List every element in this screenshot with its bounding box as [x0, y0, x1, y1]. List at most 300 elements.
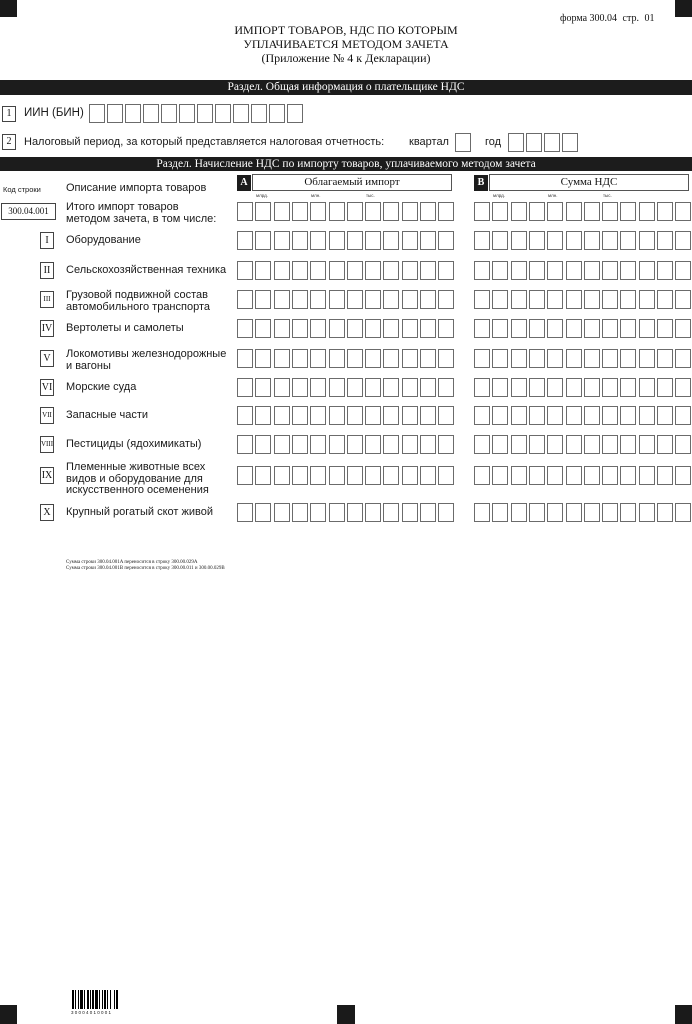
row-roman-numeral: I — [40, 232, 54, 249]
vat-amount-digit-cell[interactable] — [620, 319, 636, 338]
vat-amount-digit-cell[interactable] — [566, 261, 582, 280]
taxable-import-digit-cell[interactable] — [292, 261, 308, 280]
vat-amount-digit-cell[interactable] — [474, 319, 490, 338]
vat-amount-digit-cell[interactable] — [566, 406, 582, 425]
taxable-import-digit-cell[interactable] — [255, 261, 271, 280]
taxable-import-digit-cell[interactable] — [420, 349, 436, 368]
vat-amount-digit-cell[interactable] — [639, 202, 655, 221]
vat-amount-digit-cell[interactable] — [584, 290, 600, 309]
taxable-import-digit-cell[interactable] — [438, 290, 454, 309]
taxable-import-digit-cell[interactable] — [365, 202, 381, 221]
vat-amount-digit-cell[interactable] — [620, 202, 636, 221]
vat-amount-digit-cell[interactable] — [639, 406, 655, 425]
vat-amount-digit-cell[interactable] — [566, 466, 582, 485]
taxable-import-digit-cell[interactable] — [383, 349, 399, 368]
vat-amount-digit-cell[interactable] — [602, 466, 618, 485]
taxable-import-digit-cell[interactable] — [274, 319, 290, 338]
taxable-import-digit-cell[interactable] — [310, 406, 326, 425]
taxable-import-digit-cell[interactable] — [292, 290, 308, 309]
vat-amount-digit-cell[interactable] — [492, 319, 508, 338]
vat-amount-digit-cell[interactable] — [547, 319, 563, 338]
iin-bin-digit-cell[interactable] — [161, 104, 177, 123]
iin-bin-digit-cell[interactable] — [107, 104, 123, 123]
taxable-import-digit-cell[interactable] — [420, 406, 436, 425]
vat-amount-digit-cell[interactable] — [657, 261, 673, 280]
vat-amount-digit-cell[interactable] — [602, 406, 618, 425]
taxable-import-digit-cell[interactable] — [365, 349, 381, 368]
row-roman-numeral: V — [40, 350, 54, 367]
vat-amount-digit-cell[interactable] — [492, 261, 508, 280]
taxable-import-digit-cell[interactable] — [438, 435, 454, 454]
vat-amount-digit-cell[interactable] — [584, 406, 600, 425]
barcode-bar — [87, 990, 89, 1009]
vat-amount-digit-cell[interactable] — [639, 319, 655, 338]
taxable-import-digit-cell[interactable] — [255, 231, 271, 250]
vat-amount-digit-cell[interactable] — [602, 231, 618, 250]
taxable-import-digit-cell[interactable] — [438, 202, 454, 221]
taxable-import-digit-cell[interactable] — [383, 466, 399, 485]
taxable-import-digit-cell[interactable] — [383, 503, 399, 522]
vat-amount-digit-cell[interactable] — [547, 231, 563, 250]
taxable-import-digit-cell[interactable] — [255, 290, 271, 309]
iin-bin-digit-cell[interactable] — [89, 104, 105, 123]
vat-amount-digit-cell[interactable] — [529, 406, 545, 425]
taxable-import-digit-cell[interactable] — [292, 202, 308, 221]
vat-amount-digit-cell[interactable] — [511, 261, 527, 280]
vat-amount-digit-cell[interactable] — [492, 466, 508, 485]
vat-amount-digit-cell[interactable] — [675, 503, 691, 522]
taxable-import-digit-cell[interactable] — [329, 503, 345, 522]
taxable-import-digit-cell[interactable] — [237, 466, 253, 485]
vat-amount-digit-cell[interactable] — [529, 261, 545, 280]
vat-amount-digit-cell[interactable] — [566, 349, 582, 368]
taxable-import-digit-cell[interactable] — [329, 406, 345, 425]
taxable-import-digit-cell[interactable] — [347, 466, 363, 485]
vat-amount-digit-cell[interactable] — [566, 319, 582, 338]
vat-amount-digit-cell[interactable] — [547, 202, 563, 221]
taxable-import-digit-cell[interactable] — [347, 349, 363, 368]
taxable-import-digit-cell[interactable] — [402, 261, 418, 280]
taxable-import-digit-cell[interactable] — [255, 435, 271, 454]
taxable-import-digit-cell[interactable] — [383, 202, 399, 221]
column-b-title: Сумма НДС — [489, 174, 689, 191]
taxable-import-digit-cell[interactable] — [347, 202, 363, 221]
vat-amount-digit-cell[interactable] — [675, 406, 691, 425]
vat-amount-digit-cell[interactable] — [511, 202, 527, 221]
taxable-import-digit-cell[interactable] — [365, 406, 381, 425]
vat-amount-digit-cell[interactable] — [529, 435, 545, 454]
vat-amount-digit-cell[interactable] — [511, 378, 527, 397]
page-number: 01 — [644, 13, 655, 24]
vat-amount-digit-cell[interactable] — [620, 261, 636, 280]
taxable-import-digit-cell[interactable] — [292, 378, 308, 397]
year-label: год — [485, 136, 502, 148]
iin-bin-digit-cell[interactable] — [251, 104, 267, 123]
taxable-import-digit-cell[interactable] — [420, 435, 436, 454]
unit-label-b-billion: млрд. — [493, 193, 505, 198]
iin-bin-label: ИИН (БИН) — [24, 107, 84, 119]
vat-amount-digit-cell[interactable] — [511, 231, 527, 250]
taxable-import-digit-cell[interactable] — [310, 319, 326, 338]
taxable-import-digit-cell[interactable] — [438, 231, 454, 250]
vat-amount-digit-cell[interactable] — [547, 261, 563, 280]
iin-bin-digit-cell[interactable] — [233, 104, 249, 123]
taxable-import-digit-cell[interactable] — [420, 261, 436, 280]
taxable-import-digit-cell[interactable] — [329, 435, 345, 454]
taxable-import-digit-cell[interactable] — [438, 378, 454, 397]
vat-amount-digit-cell[interactable] — [492, 406, 508, 425]
vat-amount-digit-cell[interactable] — [584, 261, 600, 280]
taxable-import-digit-cell[interactable] — [255, 319, 271, 338]
vat-amount-digit-cell[interactable] — [657, 378, 673, 397]
vat-amount-digit-cell[interactable] — [602, 435, 618, 454]
vat-amount-digit-cell[interactable] — [675, 349, 691, 368]
vat-amount-digit-cell[interactable] — [492, 231, 508, 250]
quarter-input[interactable] — [455, 133, 471, 152]
taxable-import-digit-cell[interactable] — [237, 378, 253, 397]
vat-amount-digit-cell[interactable] — [620, 406, 636, 425]
vat-amount-digit-cell[interactable] — [492, 202, 508, 221]
taxable-import-digit-cell[interactable] — [365, 261, 381, 280]
vat-amount-digit-cell[interactable] — [529, 231, 545, 250]
vat-amount-digit-cell[interactable] — [675, 261, 691, 280]
taxable-import-digit-cell[interactable] — [255, 202, 271, 221]
taxable-import-digit-cell[interactable] — [402, 503, 418, 522]
vat-amount-digit-cell[interactable] — [657, 435, 673, 454]
vat-amount-digit-cell[interactable] — [474, 466, 490, 485]
taxable-import-digit-cell[interactable] — [402, 435, 418, 454]
vat-amount-digit-cell[interactable] — [566, 231, 582, 250]
vat-amount-digit-cell[interactable] — [547, 378, 563, 397]
row-description-line: Крупный рогатый скот живой — [66, 506, 213, 518]
vat-amount-digit-cell[interactable] — [602, 378, 618, 397]
vat-amount-digit-cell[interactable] — [584, 378, 600, 397]
taxable-import-digit-cell[interactable] — [383, 261, 399, 280]
vat-amount-digit-cell[interactable] — [474, 290, 490, 309]
taxable-import-digit-cell[interactable] — [255, 406, 271, 425]
vat-amount-digit-cell[interactable] — [675, 435, 691, 454]
taxable-import-digit-cell[interactable] — [402, 290, 418, 309]
taxable-import-digit-cell[interactable] — [274, 503, 290, 522]
vat-amount-digit-cell[interactable] — [675, 466, 691, 485]
iin-bin-digit-cell[interactable] — [215, 104, 231, 123]
taxable-import-digit-cell[interactable] — [383, 378, 399, 397]
vat-amount-digit-cell[interactable] — [639, 231, 655, 250]
vat-amount-digit-cell[interactable] — [657, 503, 673, 522]
vat-amount-digit-cell[interactable] — [474, 378, 490, 397]
vat-amount-digit-cell[interactable] — [492, 290, 508, 309]
iin-bin-digit-cell[interactable] — [143, 104, 159, 123]
vat-amount-digit-cell[interactable] — [474, 202, 490, 221]
vat-amount-digit-cell[interactable] — [474, 349, 490, 368]
vat-amount-digit-cell[interactable] — [474, 231, 490, 250]
taxable-import-digit-cell[interactable] — [438, 319, 454, 338]
taxable-import-digit-cell[interactable] — [329, 378, 345, 397]
vat-amount-digit-cell[interactable] — [639, 466, 655, 485]
taxable-import-digit-cell[interactable] — [402, 378, 418, 397]
taxable-import-digit-cell[interactable] — [347, 231, 363, 250]
vat-amount-digit-cell[interactable] — [584, 435, 600, 454]
taxable-import-digit-cell[interactable] — [292, 435, 308, 454]
vat-amount-digit-cell[interactable] — [492, 503, 508, 522]
vat-amount-digit-cell[interactable] — [639, 503, 655, 522]
vat-amount-digit-cell[interactable] — [547, 503, 563, 522]
taxable-import-digit-cell[interactable] — [329, 290, 345, 309]
taxable-import-digit-cell[interactable] — [255, 349, 271, 368]
tax-period-label: Налоговый период, за который представляется налоговая отчетность: — [24, 136, 385, 148]
vat-amount-digit-cell[interactable] — [566, 503, 582, 522]
vat-amount-digit-cell[interactable] — [602, 202, 618, 221]
vat-amount-digit-cell[interactable] — [529, 503, 545, 522]
taxable-import-digit-cell[interactable] — [438, 466, 454, 485]
vat-amount-digit-cell[interactable] — [474, 435, 490, 454]
taxable-import-digit-cell[interactable] — [292, 349, 308, 368]
vat-amount-digit-cell[interactable] — [566, 202, 582, 221]
vat-amount-digit-cell[interactable] — [584, 231, 600, 250]
taxable-import-digit-cell[interactable] — [274, 349, 290, 368]
vat-amount-digit-cell[interactable] — [511, 406, 527, 425]
iin-bin-digit-cell[interactable] — [269, 104, 285, 123]
vat-amount-digit-cell[interactable] — [511, 319, 527, 338]
vat-amount-digit-cell[interactable] — [584, 349, 600, 368]
taxable-import-digit-cell[interactable] — [310, 231, 326, 250]
vat-amount-digit-cell[interactable] — [620, 435, 636, 454]
taxable-import-digit-cell[interactable] — [420, 466, 436, 485]
taxable-import-digit-cell[interactable] — [383, 406, 399, 425]
taxable-import-digit-cell[interactable] — [255, 378, 271, 397]
taxable-import-digit-cell[interactable] — [347, 290, 363, 309]
taxable-import-digit-cell[interactable] — [274, 290, 290, 309]
vat-amount-digit-cell[interactable] — [584, 503, 600, 522]
vat-amount-digit-cell[interactable] — [620, 503, 636, 522]
taxable-import-digit-cell[interactable] — [365, 231, 381, 250]
taxable-import-digit-cell[interactable] — [365, 466, 381, 485]
taxable-import-digit-cell[interactable] — [274, 261, 290, 280]
vat-amount-digit-cell[interactable] — [602, 290, 618, 309]
vat-amount-digit-cell[interactable] — [639, 378, 655, 397]
row-roman-numeral: II — [40, 262, 54, 279]
taxable-import-digit-cell[interactable] — [420, 378, 436, 397]
column-a-letter: A — [237, 175, 251, 191]
vat-amount-digit-cell[interactable] — [566, 290, 582, 309]
taxable-import-digit-cell[interactable] — [402, 406, 418, 425]
taxable-import-digit-cell[interactable] — [274, 231, 290, 250]
vat-amount-digit-cell[interactable] — [492, 378, 508, 397]
vat-amount-digit-cell[interactable] — [620, 290, 636, 309]
taxable-import-digit-cell[interactable] — [292, 231, 308, 250]
taxable-import-digit-cell[interactable] — [438, 406, 454, 425]
vat-amount-digit-cell[interactable] — [529, 349, 545, 368]
taxable-import-digit-cell[interactable] — [329, 319, 345, 338]
taxable-import-digit-cell[interactable] — [365, 290, 381, 309]
taxable-import-digit-cell[interactable] — [310, 466, 326, 485]
taxable-import-digit-cell[interactable] — [383, 231, 399, 250]
vat-amount-digit-cell[interactable] — [657, 290, 673, 309]
taxable-import-digit-cell[interactable] — [274, 378, 290, 397]
vat-amount-digit-cell[interactable] — [639, 435, 655, 454]
vat-amount-digit-cell[interactable] — [529, 202, 545, 221]
vat-amount-digit-cell[interactable] — [511, 435, 527, 454]
vat-amount-digit-cell[interactable] — [547, 466, 563, 485]
row-roman-numeral: VII — [40, 407, 54, 424]
vat-amount-digit-cell[interactable] — [675, 231, 691, 250]
vat-amount-digit-cell[interactable] — [474, 503, 490, 522]
vat-amount-digit-cell[interactable] — [492, 349, 508, 368]
vat-amount-digit-cell[interactable] — [529, 466, 545, 485]
vat-amount-digit-cell[interactable] — [602, 261, 618, 280]
vat-amount-digit-cell[interactable] — [639, 290, 655, 309]
unit-label-a-billion: млрд. — [256, 193, 268, 198]
taxable-import-digit-cell[interactable] — [420, 231, 436, 250]
taxable-import-digit-cell[interactable] — [310, 202, 326, 221]
taxable-import-digit-cell[interactable] — [347, 319, 363, 338]
vat-amount-digit-cell[interactable] — [547, 406, 563, 425]
taxable-import-digit-cell[interactable] — [274, 202, 290, 221]
row-roman-numeral: X — [40, 504, 54, 521]
vat-amount-digit-cell[interactable] — [657, 319, 673, 338]
iin-bin-digit-cell[interactable] — [179, 104, 195, 123]
vat-amount-digit-cell[interactable] — [675, 290, 691, 309]
vat-amount-digit-cell[interactable] — [566, 378, 582, 397]
vat-amount-digit-cell[interactable] — [547, 349, 563, 368]
taxable-import-digit-cell[interactable] — [237, 435, 253, 454]
taxable-import-digit-cell[interactable] — [347, 503, 363, 522]
vat-amount-digit-cell[interactable] — [602, 349, 618, 368]
taxable-import-digit-cell[interactable] — [237, 503, 253, 522]
taxable-import-digit-cell[interactable] — [310, 435, 326, 454]
taxable-import-digit-cell[interactable] — [402, 319, 418, 338]
taxable-import-digit-cell[interactable] — [292, 319, 308, 338]
taxable-import-digit-cell[interactable] — [347, 406, 363, 425]
taxable-import-digit-cell[interactable] — [292, 466, 308, 485]
vat-amount-digit-cell[interactable] — [639, 349, 655, 368]
vat-amount-digit-cell[interactable] — [547, 290, 563, 309]
taxable-import-digit-cell[interactable] — [274, 466, 290, 485]
vat-amount-digit-cell[interactable] — [584, 202, 600, 221]
taxable-import-digit-cell[interactable] — [347, 378, 363, 397]
vat-amount-digit-cell[interactable] — [511, 466, 527, 485]
row-roman-numeral: VI — [40, 379, 54, 396]
vat-amount-digit-cell[interactable] — [657, 202, 673, 221]
vat-amount-digit-cell[interactable] — [511, 503, 527, 522]
taxable-import-digit-cell[interactable] — [365, 503, 381, 522]
vat-amount-digit-cell[interactable] — [620, 378, 636, 397]
vat-amount-digit-cell[interactable] — [492, 435, 508, 454]
taxable-import-digit-cell[interactable] — [237, 261, 253, 280]
taxable-import-digit-cell[interactable] — [274, 406, 290, 425]
taxable-import-digit-cell[interactable] — [438, 349, 454, 368]
year-digit-cell[interactable] — [544, 133, 560, 152]
taxable-import-digit-cell[interactable] — [237, 202, 253, 221]
taxable-import-digit-cell[interactable] — [310, 503, 326, 522]
taxable-import-digit-cell[interactable] — [438, 503, 454, 522]
taxable-import-digit-cell[interactable] — [255, 466, 271, 485]
taxable-import-digit-cell[interactable] — [347, 261, 363, 280]
vat-amount-digit-cell[interactable] — [547, 435, 563, 454]
barcode-bar — [78, 990, 79, 1009]
vat-amount-digit-cell[interactable] — [566, 435, 582, 454]
taxable-import-digit-cell[interactable] — [310, 378, 326, 397]
vat-amount-digit-cell[interactable] — [675, 319, 691, 338]
taxable-import-digit-cell[interactable] — [383, 435, 399, 454]
taxable-import-digit-cell[interactable] — [310, 261, 326, 280]
iin-bin-digit-cell[interactable] — [197, 104, 213, 123]
taxable-import-digit-cell[interactable] — [347, 435, 363, 454]
taxable-import-digit-cell[interactable] — [365, 435, 381, 454]
vat-amount-digit-cell[interactable] — [584, 466, 600, 485]
vat-amount-digit-cell[interactable] — [584, 319, 600, 338]
taxable-import-digit-cell[interactable] — [292, 503, 308, 522]
vat-amount-digit-cell[interactable] — [529, 319, 545, 338]
vat-amount-digit-cell[interactable] — [657, 349, 673, 368]
taxable-import-digit-cell[interactable] — [292, 406, 308, 425]
taxable-import-digit-cell[interactable] — [383, 319, 399, 338]
year-digit-cell[interactable] — [562, 133, 578, 152]
vat-amount-digit-cell[interactable] — [602, 503, 618, 522]
taxable-import-digit-cell[interactable] — [237, 349, 253, 368]
taxable-import-digit-cell[interactable] — [365, 319, 381, 338]
vat-amount-digit-cell[interactable] — [529, 290, 545, 309]
taxable-import-digit-cell[interactable] — [438, 261, 454, 280]
vat-amount-digit-cell[interactable] — [620, 466, 636, 485]
taxable-import-digit-cell[interactable] — [402, 202, 418, 221]
vat-amount-digit-cell[interactable] — [529, 378, 545, 397]
vat-amount-digit-cell[interactable] — [657, 231, 673, 250]
taxable-import-digit-cell[interactable] — [420, 503, 436, 522]
taxable-import-digit-cell[interactable] — [255, 503, 271, 522]
taxable-import-digit-cell[interactable] — [329, 202, 345, 221]
vat-amount-digit-cell[interactable] — [639, 261, 655, 280]
taxable-import-digit-cell[interactable] — [365, 378, 381, 397]
vat-amount-digit-cell[interactable] — [511, 290, 527, 309]
vat-amount-digit-cell[interactable] — [474, 406, 490, 425]
taxable-import-digit-cell[interactable] — [420, 202, 436, 221]
taxable-import-digit-cell[interactable] — [420, 290, 436, 309]
iin-bin-digit-cell[interactable] — [125, 104, 141, 123]
taxable-import-digit-cell[interactable] — [237, 406, 253, 425]
vat-amount-digit-cell[interactable] — [675, 378, 691, 397]
taxable-import-digit-cell[interactable] — [237, 290, 253, 309]
iin-bin-digit-cell[interactable] — [287, 104, 303, 123]
taxable-import-digit-cell[interactable] — [402, 231, 418, 250]
taxable-import-digit-cell[interactable] — [329, 466, 345, 485]
vat-amount-digit-cell[interactable] — [620, 349, 636, 368]
year-digit-cell[interactable] — [508, 133, 524, 152]
vat-amount-digit-cell[interactable] — [602, 319, 618, 338]
taxable-import-digit-cell[interactable] — [420, 319, 436, 338]
taxable-import-digit-cell[interactable] — [329, 261, 345, 280]
vat-amount-digit-cell[interactable] — [620, 231, 636, 250]
taxable-import-digit-cell[interactable] — [237, 319, 253, 338]
taxable-import-digit-cell[interactable] — [274, 435, 290, 454]
vat-amount-digit-cell[interactable] — [511, 349, 527, 368]
taxable-import-digit-cell[interactable] — [310, 349, 326, 368]
taxable-import-digit-cell[interactable] — [329, 349, 345, 368]
taxable-import-digit-cell[interactable] — [402, 349, 418, 368]
taxable-import-digit-cell[interactable] — [383, 290, 399, 309]
vat-amount-digit-cell[interactable] — [474, 261, 490, 280]
taxable-import-digit-cell[interactable] — [310, 290, 326, 309]
vat-amount-digit-cell[interactable] — [657, 406, 673, 425]
taxable-import-digit-cell[interactable] — [237, 231, 253, 250]
title-line-3: (Приложение № 4 к Декларации) — [261, 51, 431, 65]
taxable-import-digit-cell[interactable] — [402, 466, 418, 485]
taxable-import-digit-cell[interactable] — [329, 231, 345, 250]
vat-amount-digit-cell[interactable] — [675, 202, 691, 221]
year-digit-cell[interactable] — [526, 133, 542, 152]
section-general-info-header: Раздел. Общая информация о плательщике НДС — [0, 80, 692, 95]
vat-amount-digit-cell[interactable] — [657, 466, 673, 485]
